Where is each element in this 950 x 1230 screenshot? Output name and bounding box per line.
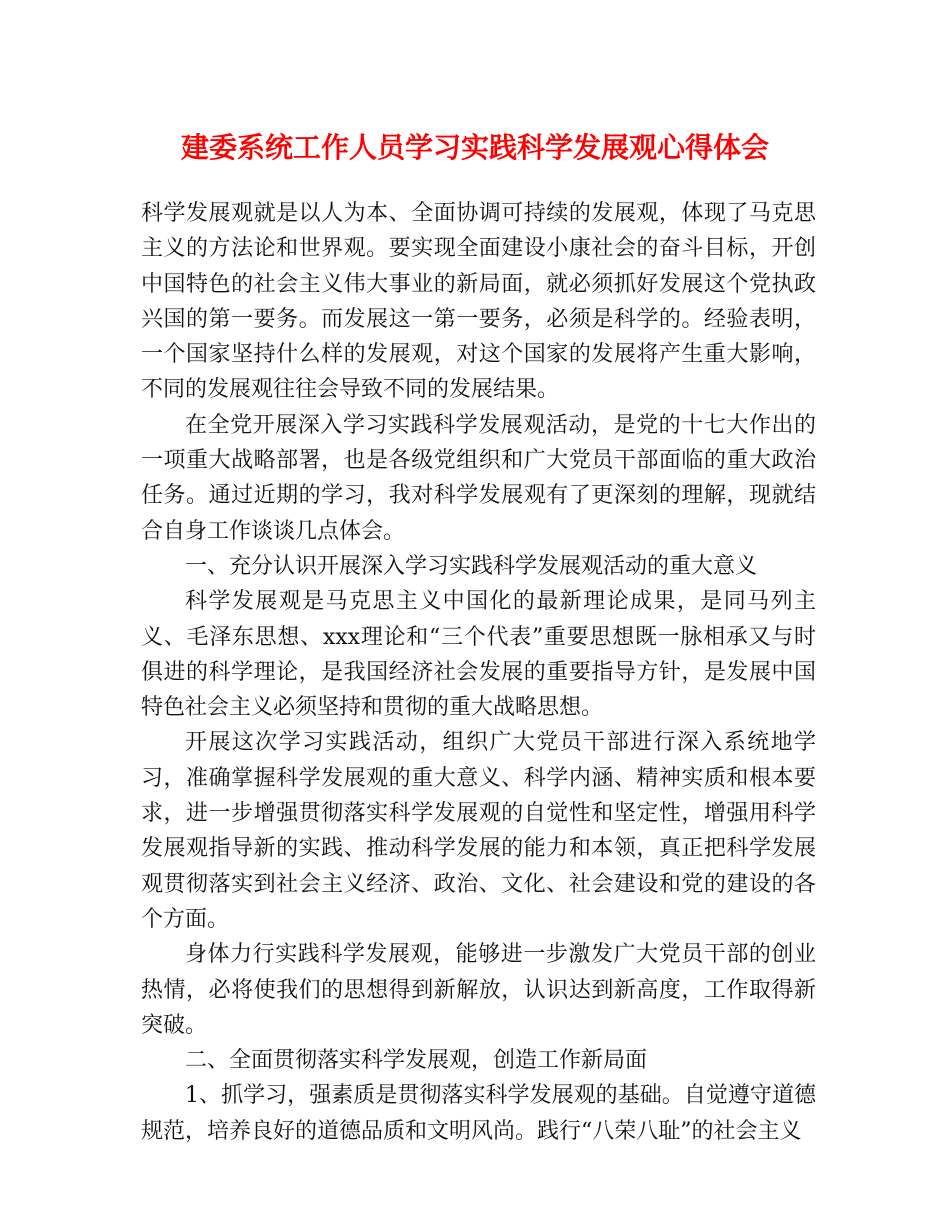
document-title: 建委系统工作人员学习实践科学发展观心得体会 xyxy=(180,131,769,164)
section-heading-1: 一、充分认识开展深入学习实践科学发展观活动的重大意义 xyxy=(185,553,758,579)
paragraph-point-1: 1、抓学习，强素质是贯彻落实科学发展观的基础。自觉遵守道德规范，培养良好的道德品质和文明风尚。践行“八荣八耻”的社会主义 xyxy=(141,1083,816,1144)
paragraph-theory: 科学发展观是马克思主义中国化的最新理论成果，是同马列主义、毛泽东思想、xxx理论和“三个代表”重要思想既一脉相承又与时俱进的科学理论，是我国经济社会发展的重要指导方针，是发展中国特色社会主义必须坚持和贯彻的重大战略思想。 xyxy=(141,589,816,721)
paragraph-practice: 身体力行实践科学发展观，能够进一步激发广大党员干部的创业热情，必将使我们的思想得到新解放，认识达到新高度，工作取得新突破。 xyxy=(141,942,816,1038)
paragraph-study: 开展这次学习实践活动，组织广大党员干部进行深入系统地学习，准确掌握科学发展观的重大意义、科学内涵、精神实质和根本要求，进一步增强贯彻落实科学发展观的自觉性和坚定性，增强用科学发展观指导新的实践、推动科学发展的能力和本领，真正把科学发展观贯彻落实到社会主义经济、政治、文化、社会建设和党的建设的各个方面。 xyxy=(141,730,816,932)
paragraph-intro: 科学发展观就是以人为本、全面协调可持续的发展观，体现了马克思主义的方法论和世界观。要实现全面建设小康社会的奋斗目标，开创中国特色的社会主义伟大事业的新局面，就必须抓好发展这个党执政兴国的第一要务。而发展这一第一要务，必须是科学的。经验表明，一个国家坚持什么样的发展观，对这个国家的发展将产生重大影响，不同的发展观往往会导致不同的发展结果。 xyxy=(141,201,816,403)
paragraph-activity: 在全党开展深入学习实践科学发展观活动，是党的十七大作出的一项重大战略部署，也是各级党组织和广大党员干部面临的重大政治任务。通过近期的学习，我对科学发展观有了更深刻的理解，现就结合自身工作谈谈几点体会。 xyxy=(141,412,816,544)
document-body xyxy=(141,196,816,1149)
section-heading-2: 二、全面贯彻落实科学发展观，创造工作新局面 xyxy=(185,1048,648,1074)
